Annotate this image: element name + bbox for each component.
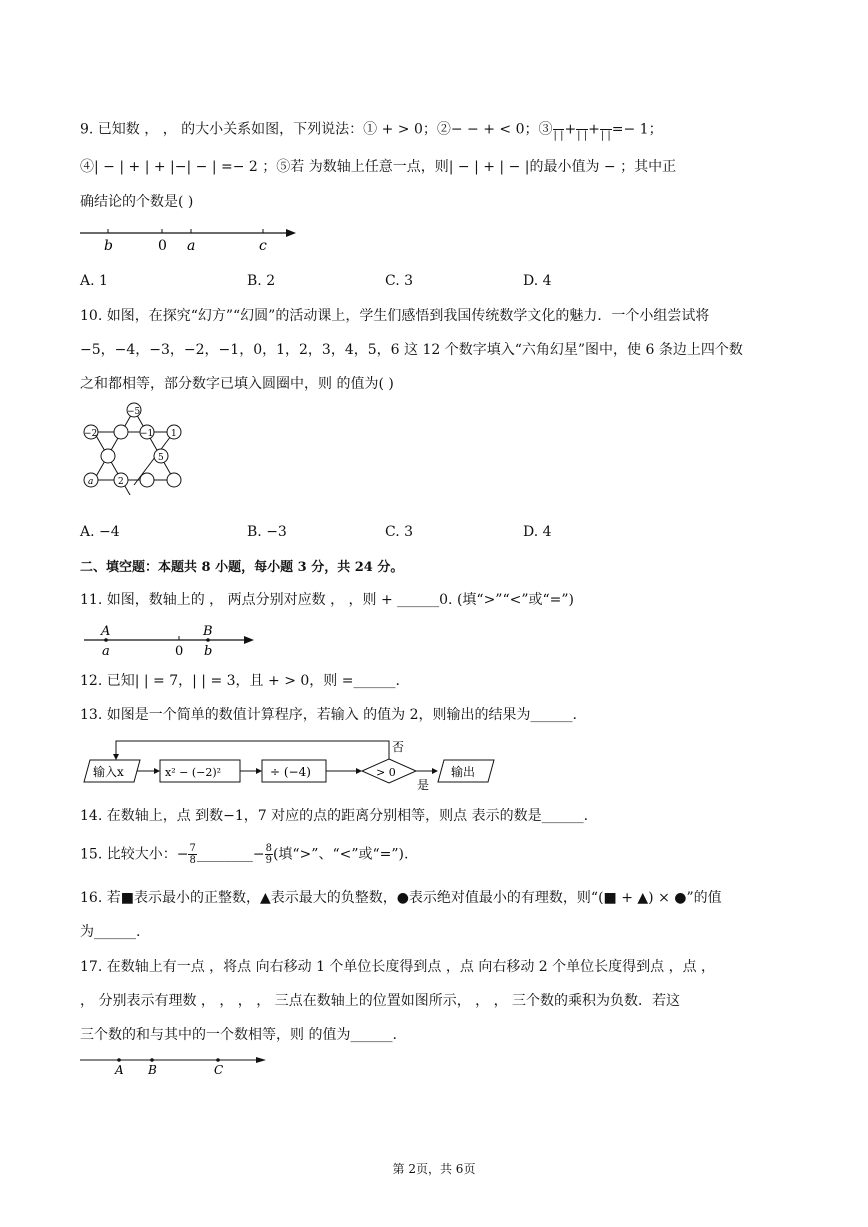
q9-axis-label-a: a [187, 238, 196, 252]
q10-option-b: B. −3 [247, 524, 287, 540]
q9-axis-label-b: b [104, 238, 113, 252]
q9-line2: ④| − | + | + |−| − | =− 2 ；⑤若 为数轴上任意一点，则| − | + | − |的最小值为 − ；其中正 [80, 159, 677, 175]
q12-line: 12. 已知| | = 7，| | = 3，且 + > 0，则 =______. [80, 673, 400, 689]
q11-point-label-A: A [101, 624, 111, 639]
q11-value-label-a: a [102, 644, 110, 659]
q10-star-label-a: a [88, 477, 94, 487]
q10-option-d: D. 4 [523, 524, 552, 540]
q13-flow-expression: x² − (−2)² [165, 766, 222, 779]
q13-flow-output: 输出 [451, 765, 476, 779]
q11-value-label-0: 0 [175, 644, 184, 659]
q10-line3: 之和都相等，部分数字已填入圆圈中，则 的值为( ) [80, 376, 394, 392]
q13-flow-divide: ÷ (−4) [270, 765, 311, 779]
q10-star-label-m1: −1 [140, 429, 154, 439]
q17-number-line [78, 1052, 274, 1078]
section-heading: 二、填空题：本题共 8 小题，每小题 3 分，共 24 分。 [80, 560, 404, 575]
q17-axis-label-C: C [214, 1063, 224, 1077]
q10-star-label-m5: −5 [127, 407, 141, 417]
q13-line: 13. 如图是一个简单的数值计算程序，若输入 的值为 2，则输出的结果为______. [80, 707, 577, 723]
q9-fraction-2: | | [576, 118, 588, 141]
q10-star-label-2: 2 [118, 477, 124, 487]
q14-line: 14. 在数轴上，点 到数−1，7 对应的点的距离分别相等，则点 表示的数是______. [80, 808, 589, 824]
q9-option-d: D. 4 [523, 273, 552, 289]
q15-blank: ________ [196, 846, 253, 863]
q15-suffix: (填“>”、“<”或“=”). [272, 846, 409, 863]
q9-fraction-1: | | [553, 118, 565, 141]
q11-point-label-B: B [203, 624, 213, 639]
q9-line1-text: 9. 已知数 ， ， 的大小关系如图，下列说法：① + > 0；②− − + < 0；③ [80, 121, 553, 138]
q9-line1-end: =− 1； [611, 121, 663, 138]
q9-option-c: C. 3 [385, 273, 414, 289]
q17-axis-label-B: B [148, 1063, 157, 1077]
q13-flow-input: 输入x [93, 765, 124, 779]
q17-line3: 三个数的和与其中的一个数相等，则 的值为______. [80, 1027, 397, 1043]
q9-fraction-3: | | [600, 118, 612, 141]
q10-star-label-m2: −2 [84, 429, 98, 439]
q17-line2: ， 分别表示有理数 ， ， ， ， 三点在数轴上的位置如图所示， ， ， 三个数的乘积为负数．若这 [80, 993, 681, 1009]
q10-option-c: C. 3 [385, 524, 414, 540]
q11-number-line [82, 620, 262, 660]
q9-plus-2: + [588, 121, 600, 138]
q16-line1: 16. 若■表示最小的正整数，▲表示最大的负整数，●表示绝对值最小的有理数，则“(■ + ▲) × ●”的值 [80, 890, 722, 906]
q15-line [80, 843, 408, 866]
q11-value-label-b: b [204, 644, 213, 659]
page-footer: 第 2页，共 6页 [392, 1162, 476, 1176]
q13-flow-yes-label: 是 [417, 778, 430, 792]
q9-number-line [78, 222, 300, 252]
q11-line: 11. 如图，数轴上的 ， 两点分别对应数 ， ，则 + ______0. (填“>”“<”或“=”) [80, 592, 575, 608]
q15-prefix: 15. 比较大小：− [80, 846, 189, 863]
q9-option-a: A. 1 [80, 273, 108, 289]
q9-option-b: B. 2 [247, 273, 276, 289]
q15-fraction-7-8: $\frac{7}{8}$ [189, 843, 196, 866]
q15-minus: − [252, 846, 265, 863]
q15-fraction-8-9: $\frac{8}{9}$ [265, 843, 272, 866]
q10-star-label-1: 1 [171, 429, 177, 439]
q13-flow-no-label: 否 [392, 740, 405, 754]
q10-line1: 10. 如图，在探究“幻方”“幻圆”的活动课上，学生们感悟到我国传统数学文化的魅力．一个小组尝试将 [80, 308, 710, 324]
q10-line2: −5，−4，−3，−2，−1，0，1，2，3，4，5，6 这 12 个数字填入“六角幻星”图中，使 6 条边上四个数 [80, 342, 743, 358]
q9-axis-label-c: c [259, 238, 267, 252]
q13-flowchart [80, 735, 500, 793]
q17-axis-label-A: A [115, 1063, 124, 1077]
q17-line1: 17. 在数轴上有一点 ，将点 向右移动 1 个单位长度得到点 ，点 向右移动 2 个单位长度得到点 ，点 ， [80, 959, 716, 975]
q13-flow-condition: > 0 [376, 766, 396, 779]
q9-plus-1: + [564, 121, 577, 138]
q16-line2: 为______. [80, 924, 141, 940]
q9-line3: 确结论的个数是( ) [80, 194, 194, 210]
q10-option-a: A. −4 [80, 524, 120, 540]
q10-star-label-5: 5 [158, 453, 164, 463]
q10-star-diagram [80, 400, 190, 495]
q9-axis-label-0: 0 [158, 238, 167, 252]
q9-line1 [80, 118, 663, 141]
